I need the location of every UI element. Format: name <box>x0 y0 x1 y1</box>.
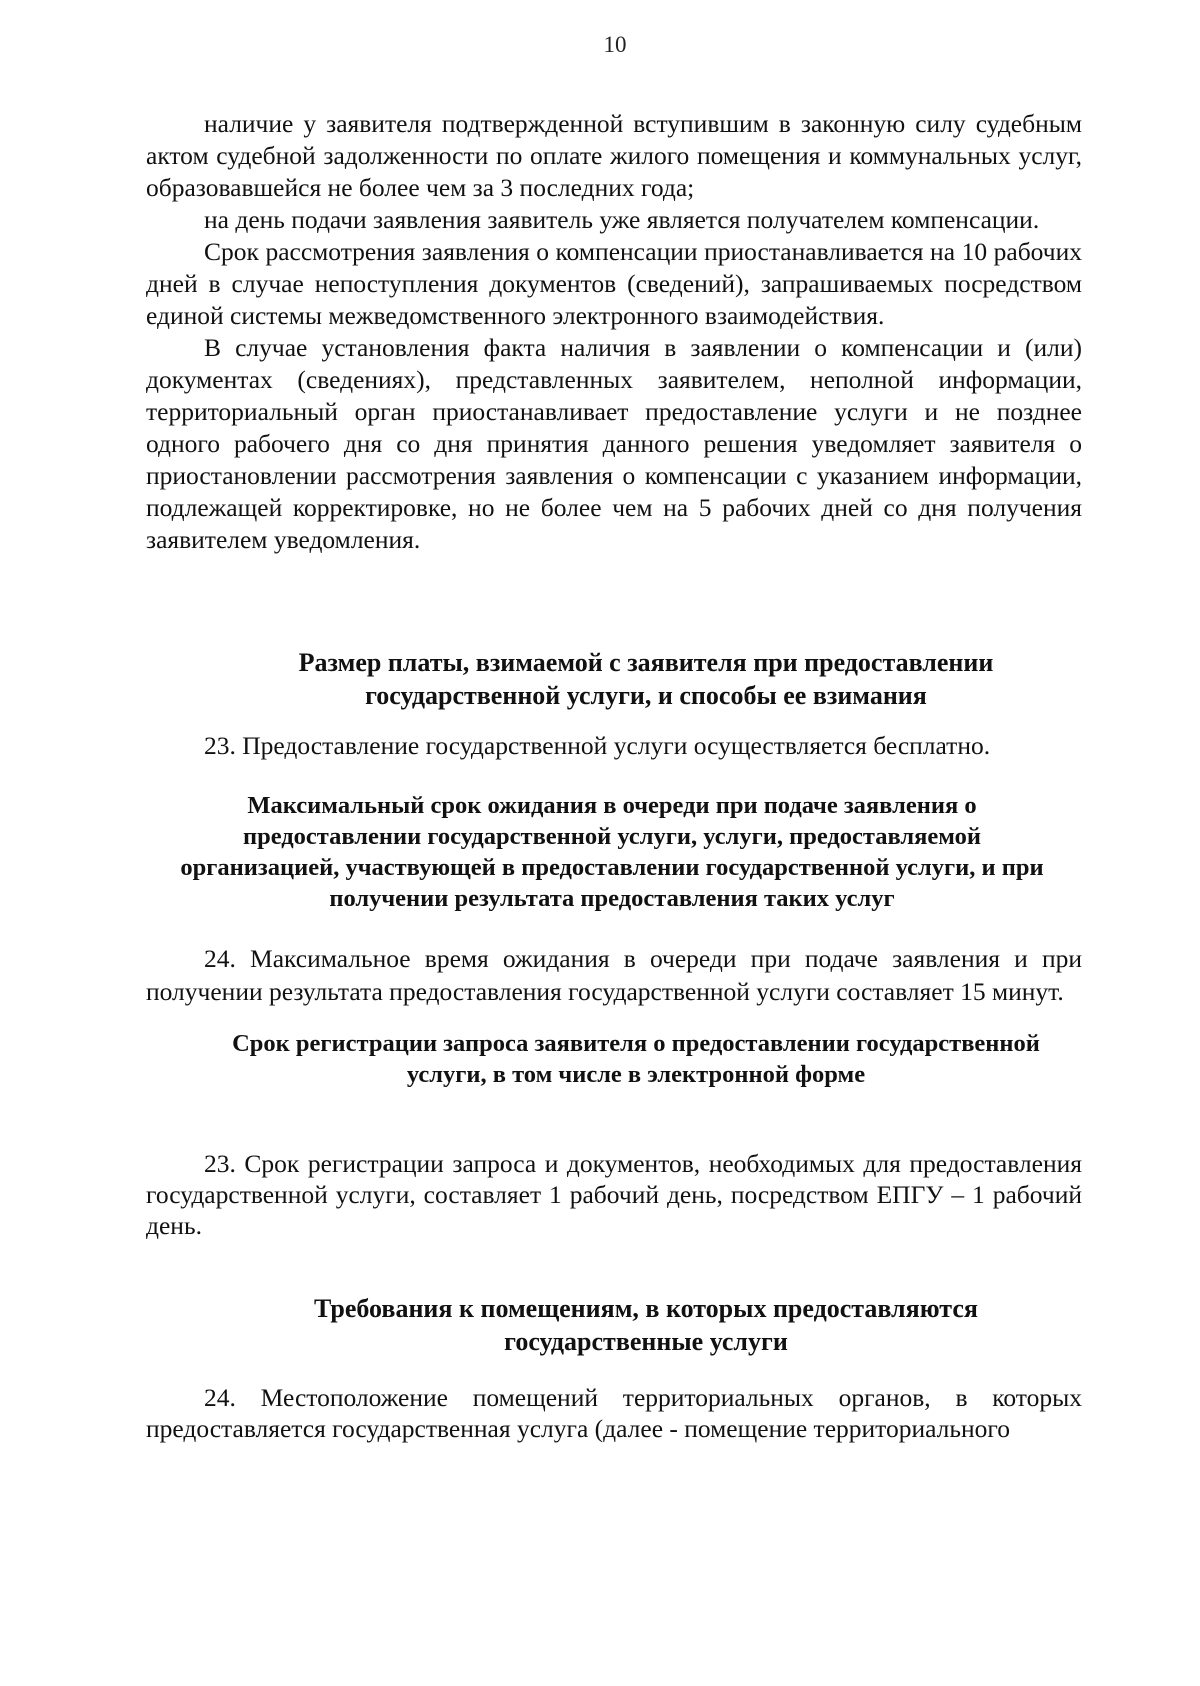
paragraph-already-recipient: на день подачи заявления заявитель уже является получателем компенсации. <box>204 205 1040 234</box>
heading-queue <box>141 790 1083 914</box>
intro-text-block <box>146 108 1082 556</box>
page-number: 10 <box>603 32 627 57</box>
paragraph-registration: 23. Срок регистрации запроса и документов, необходимых для предоставления государственной услуги, составляет 1 рабочий день, посредством ЕПГУ – 1 рабочий день. <box>146 1149 1082 1240</box>
heading-registration <box>146 1028 1126 1090</box>
heading-line: получении результата предоставления таких услуг <box>329 885 895 912</box>
heading-line: государственной услуги, и способы ее взимания <box>365 681 927 710</box>
heading-line: организацией, участвующей в предоставлении государственной услуги, и при <box>180 854 1044 881</box>
paragraph-fee: 23. Предоставление государственной услуги осуществляется бесплатно. <box>204 731 991 760</box>
heading-line: Требования к помещениям, в которых предоставляются <box>314 1294 978 1323</box>
heading-line: государственные услуги <box>504 1327 788 1356</box>
heading-line: Срок регистрации запроса заявителя о предоставлении государственной <box>232 1030 1040 1057</box>
heading-premises <box>146 1292 1146 1358</box>
heading-line: предоставлении государственной услуги, услуги, предоставляемой <box>242 823 982 850</box>
paragraph-queue: 24. Максимальное время ожидания в очереди при подаче заявления и при получении результата предоставления государственной услуги составляет 15 минут. <box>146 944 1082 1006</box>
heading-fee <box>146 646 1146 712</box>
heading-line: Размер платы, взимаемой с заявителя при предоставлении <box>298 648 994 677</box>
paragraph-court-debt: наличие у заявителя подтвержденной вступившим в законную силу судебным актом судебной задолженности по оплате жилого помещения и коммунальных услуг, образовавшейся не более чем за 3 последних года; <box>146 109 1082 202</box>
heading-line: Максимальный срок ожидания в очереди при подаче заявления о <box>247 792 977 819</box>
paragraph-premises: 24. Местоположение помещений территориальных органов, в которых предоставляется государственная услуга (далее - помещение территориального <box>146 1383 1082 1443</box>
paragraph-suspension-term: Срок рассмотрения заявления о компенсации приостанавливается на 10 рабочих дней в случае непоступления документов (сведений), запрашиваемых посредством единой системы межведомственного электронного взаимодействия. <box>146 237 1082 330</box>
heading-line: услуги, в том числе в электронной форме <box>406 1061 866 1088</box>
paragraph-incomplete-info: В случае установления факта наличия в заявлении о компенсации и (или) документах (сведениях), представленных заявителем, неполной информации, территориальный орган приостанавливает предоставление услуги и не позднее одного рабочего дня со дня принятия данного решения уведомляет заявителя о приостановлении рассмотрения заявления о компенсации с указанием информации, подлежащей корректировке, но не более чем на 5 рабочих дней со дня получения заявителем уведомления. <box>146 333 1082 554</box>
